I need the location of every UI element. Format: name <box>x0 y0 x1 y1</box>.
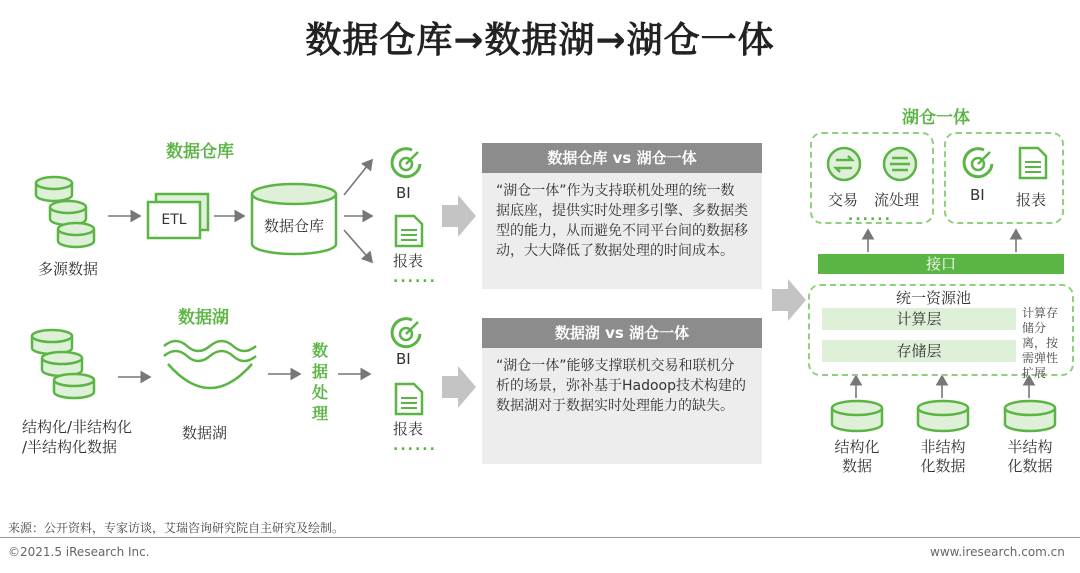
box1-more-dots: ...... <box>848 208 892 224</box>
mixed-data-database-icon <box>28 328 112 412</box>
transaction-label: 交易 <box>828 191 859 209</box>
lake-section-title: 数据湖 <box>178 308 229 328</box>
lakehouse-report-label: 报表 <box>1016 191 1047 209</box>
storage-layer: 存储层 <box>822 340 1016 362</box>
structured-data-db-icon <box>830 400 884 434</box>
website-link[interactable]: www.iresearch.com.cn <box>930 545 1065 559</box>
semi-structured-data-label: 半结构化数据 <box>1007 438 1053 475</box>
report-document-icon <box>1018 146 1048 180</box>
multi-source-database-icon <box>34 175 106 253</box>
panel-body-text: “湖仓一体”作为支持联机处理的统一数据底座，提供实时处理多引擎、多数据类型的能力，从而避免不同平台间的数据移动，大大降低了数据处理的时间成本。 <box>482 173 762 289</box>
structured-data-label: 结构化数据 <box>834 438 880 475</box>
unstructured-data-label: 非结构化数据 <box>920 438 966 475</box>
lakehouse-bi-label: BI <box>970 186 985 204</box>
data-lake-wave-icon <box>160 334 260 400</box>
warehouse-vs-lakehouse-panel <box>482 143 762 289</box>
report-document-icon <box>394 214 424 248</box>
semi-structured-data-db-icon <box>1003 400 1057 434</box>
copyright: ©2021.5 iResearch Inc. <box>8 545 150 559</box>
lake-vs-lakehouse-panel <box>482 318 762 464</box>
lake-more-dots: ...... <box>393 438 437 454</box>
panel-header: 数据仓库 vs 湖仓一体 <box>482 143 762 173</box>
resource-pool-title: 统一资源池 <box>896 289 972 307</box>
warehouse-bi-label: BI <box>396 184 411 202</box>
warehouse-report-label: 报表 <box>393 252 424 270</box>
page-title: 数据仓库→数据湖→湖仓一体 <box>305 20 775 61</box>
panel-header: 数据湖 vs 湖仓一体 <box>482 318 762 348</box>
warehouse-store-label: 数据仓库 <box>263 217 324 235</box>
bi-gauge-icon <box>960 146 996 180</box>
lake-source-label-line1: 结构化/非结构化 <box>22 418 133 436</box>
bi-gauge-icon <box>388 316 424 350</box>
compute-layer: 计算层 <box>822 308 1016 330</box>
unstructured-data-db-icon <box>916 400 970 434</box>
exchange-icon <box>826 146 862 182</box>
interface-bar: 接口 <box>818 254 1064 274</box>
stream-processing-label: 流处理 <box>874 191 920 209</box>
lakehouse-title: 湖仓一体 <box>902 108 970 128</box>
stream-process-icon <box>882 146 918 182</box>
source-note: 来源：公开资料，专家访谈，艾瑞咨询研究院自主研究及绘制。 <box>8 521 345 535</box>
warehouse-more-dots: ...... <box>393 270 437 286</box>
panel-body-text: “湖仓一体”能够支撑联机交易和联机分析的场景，弥补基于Hadoop技术构建的数据湖对于数据实时处理能力的缺失。 <box>482 348 762 464</box>
warehouse-section-title: 数据仓库 <box>166 142 234 162</box>
footer-divider <box>0 537 1080 538</box>
report-document-icon <box>394 382 424 416</box>
lake-report-label: 报表 <box>393 420 424 438</box>
data-processing-label: 数据处理 <box>312 341 329 423</box>
etl-label: ETL <box>161 212 187 228</box>
multi-source-label: 多源数据 <box>38 260 99 278</box>
separation-note: 计算存储分离，按需弹性扩展 <box>1022 306 1059 380</box>
bi-gauge-icon <box>388 146 424 180</box>
lake-bi-label: BI <box>396 350 411 368</box>
lake-label: 数据湖 <box>182 424 228 442</box>
lake-source-label-line2: /半结构化数据 <box>22 438 118 456</box>
